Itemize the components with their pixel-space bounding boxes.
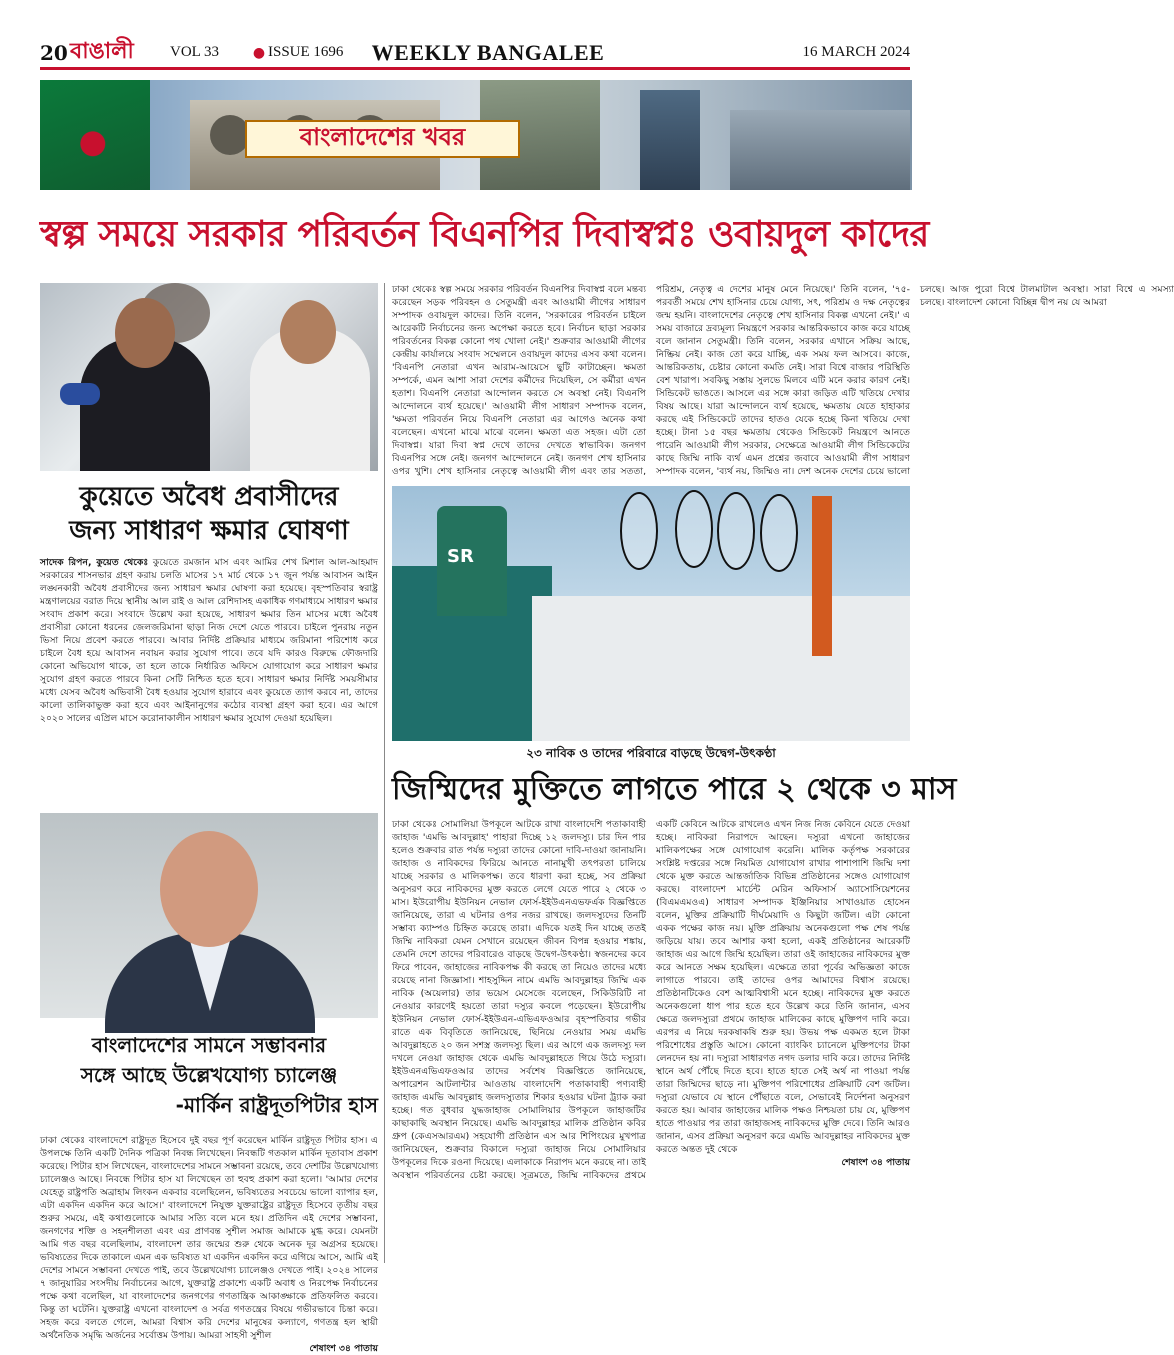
hostage-continued-note: শেষাংশ ৩৪ পাতায় [841, 1157, 910, 1168]
ship-photo [392, 486, 910, 741]
zoom-oval [675, 490, 713, 568]
kuwait-byline: সাদেক রিপন, কুয়েত থেকেঃ [40, 557, 149, 568]
ambassador-article-body [40, 1134, 378, 1354]
issue-date: 16 MARCH 2024 [802, 44, 910, 60]
kuwait-article-text: কুয়েতে রমজান মাস এবং আমির শেখ মিশাল আল-আহমাদ সরকারের শাসনভার গ্রহণ করায় চলতি মাসের ১৭ মার্চ থেকে ১৭ জুন পর্যন্ত আবাসন আইন লঙ্ঘনকারী অবৈধ প্রবাসীদের জন্য সাধারণ ক্ষমার ঘোষণা করা হয়েছে। বৃহস্পতিবার স্বরাষ্ট্র মন্ত্রণালয়ের বরাত দিয়ে স্থানীয় আল রাই ও আল রেশিদাসহ একাধিক গণমাধ্যমে সাধারণ ক্ষমার সংবাদ প্রকাশ করে। সংবাদে উল্লেখ করা হয়েছে, সাধারণ ক্ষমার তিন মাসের মধ্যে অবৈধ প্রবাসীরা কোনো ধরনের জেলজরিমানা ছাড়া নিজ দেশে যেতে পারবে। চাইলে পুনরায় নতুন ভিসা নিয়ে প্রবেশ করতে পারবে। আবার নির্দিষ্ট প্রক্রিয়ার মাধ্যমে জরিমানা পরিশোধ করে চাইলে বৈধ হয়ে আবাসন নবায়ন করার সুযোগ পাবে। তবে যদি কারও বিরুদ্ধে ফৌজদারি কোনো অভিযোগ থাকে, তা হলে তাকে নির্ধারিত অফিসে যোগাযোগ করে সাধারণ ক্ষমার সুযোগ গ্রহণ করতে পারবে কিনা সেটি নিশ্চিত হতে হবে। সাধারণ ক্ষমার নির্দিষ্ট সময়সীমার মধ্যে যেসব অবৈধ অভিবাসী বৈধ হওয়ার সুযোগ হারাবে এবং কুয়েতে ত্যাগ করবে না, তাদের কালো তালিকাভুক্ত করা হবে এবং আইনানুগের কঠোর ব্যবস্থা গ্রহণ করা হবে। এর আগে ২০২০ সালের এপ্রিল মাসে করোনাকালীন সাধারণ ক্ষমার সুযোগ দেওয়া হয়েছিল। [40, 557, 378, 724]
ambassador-continued-note: শেষাংশ ৩৪ পাতায় [309, 1343, 378, 1354]
hostage-article-text: ঢাকা থেকেঃ সোমালিয়া উপকূলে আটকে রাখা বাংলাদেশি পতাকাবাহী জাহাজ 'এমভি আবদুল্লাহ' পাহারা দিচ্ছে ১২ জলদস্যু। চার দিন পার হলেও শুক্রবার রাত পর্যন্ত দস্যুরা তাদের কোনো দাবি-দাওয়া জানায়নি। জাহাজ ও নাবিকদের ফিরিয়ে আনতে নানামুখী তৎপরতা চালিয়ে যাচ্ছে সরকার ও মালিকপক্ষ। তবে ধারণা করা হচ্ছে, সব প্রক্রিয়া অনুসরণ করে নাবিকদের মুক্ত করতে লেগে যেতে পারে ২ থেকে ৩ মাস। ইউরোপীয় ইউনিয়ন নেভাল ফোর্স-ইইউএনএভফর্এক বিজ্ঞপ্তিতে জানিয়েছে, তারা এ ঘটনার ওপর নজর রাখছে। জলদস্যুদের তিনটি সম্ভাব্য ক্যাম্পও চিহ্নিত করেছে তারা। এদিকে যতই দিন যাচ্ছে ততই জিম্মি নাবিকরা যেমন সেখানে রয়েছেন জীবন বিপন্ন হওয়ার শঙ্কায়, তেমনি দেশে তাদের পরিবারেও বাড়ছে উদ্বেগ-উৎকণ্ঠা। স্বজনদের কবে ফিরে পাবেন, জাহাজের নাবিকপক্ষ কী করছে তা নিয়েও তাদের মধ্যে রয়েছে নানা জিজ্ঞাসা। শাহসুদ্দিন নামে এমভি আবদুল্লাহর জিম্মি এক নাবিক (অয়েলার) তার ভয়েস মেসেজে বলেছেন, সিকিউরিটি না নেওয়ার কারণেই হয়তো তারা দস্যুর কবলে পড়েছেন। ইউরোপীয় ইউনিয়ন নেভাল ফোর্স-ইইউএন-এভিএফওআর বৃহস্পতিবার গভীর রাতে এক বিবৃতিতে জানিয়েছে, ছিনিয়ে নেওয়ার সময় এমভি আবদুল্লাহতে ২০ জন সশস্ত্র জলদস্যু ছিল। এর আগে এক জলদস্যু দল দখলে নেওয়া জাহাজ থেকে এমভি আবদুল্লাহতে গিয়ে উঠে দস্যুরা। ইইউএনএভিএফওআর তাদের সর্বশেষ বিজ্ঞপ্তিতে জানিয়েছে, অপারেশন আটলান্টার আওতায় বাংলাদেশি পতাকাবাহী পণ্যবাহী জাহাজ এমভি আবদুল্লাহ জলদস্যুতার শিকার হওয়ার ঘটনা ট্র্যাক করা হচ্ছে। গত বুধবার যুদ্ধজাহাজ সোমালিয়ার উপকূলে জাহাজটির কাছাকাছি অবস্থান নিয়েছে। এমভি আবদুল্লাহর মালিক প্রতিষ্ঠান কবির গ্রুপ (কেএসআরএম) সহযোগী প্রতিষ্ঠান এস আর শিপিংয়ের মুখপাত্র জানিয়েছেন, শুক্রবার বিকালে দস্যুরা জাহাজ নিয়ে সোমালিয়ার উপকূলের দিকে রওনা দিয়েছে। এলাকাকে নিরাপদ মনে করছে না। তাই অবস্থান পরিবর্তনের চেষ্টা করছে। সূত্রমতে, জিম্মি নাবিকদের প্রথমে একটি কেবিনে আটকে রাখলেও এখন নিজ নিজ কেবিনে যেতে দেওয়া হচ্ছে। নাবিকরা নিরাপদে আছেন। দস্যুরা এখনো জাহাজের মালিকপক্ষের সঙ্গে যোগাযোগ করেনি। মালিক কর্তৃপক্ষ সরকারের সংশ্লিষ্ট দপ্তরের সঙ্গে নিয়মিত যোগাযোগ রাখার পাশাপাশি জিম্মি দশা থেকে মুক্ত করতে আন্তর্জাতিক বিভিন্ন প্রতিষ্ঠানের সঙ্গেও যোগাযোগ করছে। বাংলাদেশ মার্চেন্ট মেরিন অফিসার্স অ্যাসোসিয়েশনের (বিএমএমওএ) সাধারণ সম্পাদক ইঞ্জিনিয়ার সাখাওয়াত হোসেন বলেন, মুক্তির প্রক্রিয়াটি দীর্ঘমেয়াদি ও কিছুটা জটিল। এটা কোনো একক পক্ষের কাজ নয়। মুক্তি প্রক্রিয়ায় অনেকগুলো পক্ষ শেষ পর্যন্ত জড়িয়ে যায়। তবে আশার কথা হলো, একই প্রতিষ্ঠানের আরেকটি জাহাজ এর আগে জিম্মি হয়েছিল। তারা ওই জাহাজের নাবিকদের মুক্ত করে আনতে সক্ষম হয়েছিল। এক্ষেত্রে তারা পূর্বের অভিজ্ঞতা কাজে লাগাতে পারবে। তাই তাদের ওপর আমাদের বিশ্বাস রয়েছে। প্রতিষ্ঠানটিকেও বেশ আত্মবিশ্বাসী মনে হচ্ছে। নাবিকদের মুক্ত করতে অনেকগুলো ধাপ পার হতে হবে উল্লেখ করে তিনি জানান, এসব ক্ষেত্রে জলদস্যুরা প্রথমে জাহাজ মালিকের কাছে মুক্তিপণ দাবি করে। এরপর এ নিয়ে দরকষাকষি শুরু হয়। উভয় পক্ষ একমত হলে টাকা পরিশোধের প্রস্তুতি আসে। কোনো ব্যাংকিং চ্যানেলে মুক্তিপণের টাকা লেনদেন হয় না। দস্যুরা সাধারণত নগদ ডলার দাবি করে। তাদের নির্দিষ্ট স্থানে অর্থ পৌঁছে দিতে হবে। হাতে হাতে সেই অর্থ না পাওয়া পর্যন্ত তারা জিম্মিদের ছাড়ে না। মুক্তিপণ পরিশোধের প্রক্রিয়াটি বেশ জটিল। দস্যুরা যেভাবে যে স্থানে পৌঁছাতে বলে, সেভাবেই নির্দেশনা অনুসরণ করতে হয়। আবার জাহাজের মালিক পক্ষও নিশ্চয়তা চায় যে, মুক্তিপণ হাতে পাওয়ার পর তারা জাহাজসহ নাবিকদের মুক্তি দেবে। তিনি আরও জানান, এসব প্রক্রিয়া অনুসরণ করে এমভি আবদুল্লাহর নাবিকদের মুক্ত করতে অন্তত দুই থেকে [392, 819, 910, 1181]
main-article-body [392, 283, 1174, 483]
masthead-title: WEEKLY BANGALEE [371, 39, 605, 65]
ambassador-headline-line2: সঙ্গে আছে উল্লেখযোগ্য চ্যালেঞ্জ [80, 1063, 338, 1087]
page-number: 20 [40, 40, 68, 65]
newspaper-logo: বাঙালী [70, 39, 134, 64]
kuwait-headline-line2: জন্য সাধারণ ক্ষমার ঘোষণা [69, 516, 349, 546]
main-headline: স্বল্প সময়ে সরকার পরিবর্তন বিএনপির দিবাস্বপ্নঃ ওবায়দুল কাদের [40, 214, 929, 255]
zoom-oval [760, 494, 798, 572]
kuwait-headline [40, 480, 378, 550]
ambassador-headline-line1: বাংলাদেশের সামনে সম্ভাবনার [91, 1033, 327, 1057]
zoom-oval [717, 492, 755, 570]
ambassador-headline [40, 1030, 378, 1130]
issue-label: ISSUE 1696 [268, 44, 344, 60]
main-article-text: ঢাকা থেকেঃ স্বল্প সময়ে সরকার পরিবর্তন বিএনপির দিবাস্বপ্ন বলে মন্তব্য করেছেন সড়ক পরিবহন ও সেতুমন্ত্রী এবং আওয়ামী লীগের সাধারণ সম্পাদক ওবায়দুল কাদের। তিনি বলেন, 'সরকারের পরিবর্তন চাইলে আরেকটি নির্বাচনের জন্য অপেক্ষা করতে হবে। নির্বাচন ছাড়া সরকার পরিবর্তনের বিকল্প কোনো পথ খোলা নেই।' শুক্রবার আওয়ামী লীগের কেন্দ্রীয় কার্যালয়ে সংবাদ সম্মেলনে ওবায়দুল কাদের এসব কথা বলেন। 'বিএনপি নেতারা এখন আরাম-আয়েসে ছুটি কাটাচ্ছেন। ক্ষমতা সম্পর্কে, এমন আশা সারা দেশের কর্মীদের দিয়েছিল, সে কর্মীরা এখন হতাশ। বিএনপি নেতারা আন্দোলন করতে সে অবস্থা নেই। বিএনপি আন্দোলনে ব্যর্থ হয়েছে।' আওয়ামী লীগ সাধারণ সম্পাদক বলেন, 'ক্ষমতা পরিবর্তন নিয়ে বিএনপি নেতারা এর আগেও অনেক কথা বলেছেন। এখনো মাঝে মাঝে বলেন। ক্ষমতা এত সহজ। এটা তো দিবাস্বপ্ন। যারা দিবা স্বপ্ন দেখে তাদের দেখতে স্বাভাবিক। জনগণ বিএনপির সঙ্গে নেই। জনগণ আন্দোলনে নেই। জনগণ শেখ হাসিনার ওপর খুশি। শেখ হাসিনার নেতৃত্বে আওয়ামী লীগ এবং তার সততা, পরিশ্রম, নেতৃত্ব এ দেশের মানুষ মেনে নিয়েছে।' তিনি বলেন, '৭৫-পরবর্তী সময়ে শেখ হাসিনার চেয়ে যোগ্য, সৎ, পরিশ্রম ও দক্ষ নেতৃত্বের জন্ম হয়নি। বাংলাদেশের নেতৃত্বে শেখ হাসিনার বিকল্প এখনো নেই।' এ সময় বাজারে দ্রব্যমূল্য নিয়ন্ত্রণে সরকার আন্তরিকভাবে কাজ করে যাচ্ছে বলে জানান সেতুমন্ত্রী। তিনি বলেন, সরকার এখানে সক্রিয় আছে, নিষ্ক্রিয় নেই। কাজ তো করে যাচ্ছি, এক সময় ফল আসবে। কাজে, আন্তরিকতায়, চেষ্টার কোনো কমতি নেই। সারা বিশ্বে বাজার পরিস্থিতি বেশ খারাপ। সবকিছু সস্তায় সুলভে মিলবে এটি মনে করার কারণ নেই। সিন্ডিকেট ভাঙতে। আসলে এর সঙ্গে কারা জড়িত এটি খতিয়ে দেখার বিষয় আছে। যারা আন্দোলনে ব্যর্থ হয়েছে, ক্ষমতায় যেতে হাহাকার করছে এই সিন্ডিকেটে তাদের হাতও যেকে হচ্ছে কিনা খতিয়ে দেখা হচ্ছে। টানা ১৫ বছর ক্ষমতায় থেকেও সিন্ডিকেট নিয়ন্ত্রণে আনতে পারেনি আওয়ামী লীগ সরকার, সেক্ষেত্রে আওয়ামী লীগ সিন্ডিকেটের কাছে জিম্মি নাকি ব্যর্থ এমন প্রশ্নের জবাবে আওয়ামী লীগ সাধারণ সম্পাদক বলেন, 'ব্যর্থ নয়, জিম্মিও না। দেশ অনেক দেশের চেয়ে ভালো চলছে। আজ পুরো বিশ্বে টালমাটাল অবস্থা। সারা বিশ্বে এ সমস্যা চলছে। বাংলাদেশ কোনো বিচ্ছিন্ন দ্বীপ নয় যে আমরা [392, 284, 1174, 477]
flyover-image [730, 110, 910, 190]
ship-hull-text: SR [447, 546, 474, 567]
ambassador-article-text: ঢাকা থেকেঃ বাংলাদেশে রাষ্ট্রদূত হিসেবে দুই বছর পূর্ণ করেছেন মার্কিন রাষ্ট্রদূত পিটার হাস। এ উপলক্ষে তিনি একটি দৈনিক পত্রিকা নিবন্ধ লিখেছেন। নিবন্ধটি গতকাল মার্কিন দূতাবাস প্রকাশ করেছে। পিটার হাস লিখেছেন, বাংলাদেশের সামনে সম্ভাবনা রয়েছে, তবে দেশটির উল্লেখযোগ্য চ্যালেঞ্জও আছে। নিবন্ধে পিটার হাস যা লিখেছেন তা হুবহু প্রকাশ করা হলো। 'আমার দেশের যেহেতু রাষ্ট্রপতি অব্রাহাম লিংকন একবার বলেছিলেন, ভবিষ্যতের সবচেয়ে ভালো ব্যাপার হল, এটা একদিন একদিন করে আসে।' বাংলাদেশে নিযুক্ত যুক্তরাষ্ট্রের রাষ্ট্রদূত হিসেবে তৃতীয় বছর শুরুর সময়ে, এই কথাগুলোকে আমার সত্যি বলে মনে হয়। প্রতিদিন এই দেশের সম্ভাবনা, জনগণের শক্তি ও সহনশীলতা এবং এর প্রাণবন্ত সুশীল সমাজ আমাকে মুগ্ধ করে। যেমনটা আমি গত বছর বলেছিলাম, বাংলাদেশ তার জন্মের শুরু থেকে অনেক দূর অগ্রসর হয়েছে। ভবিষ্যতের দিকে তাকালে এমন এক ভবিষ্যত যা একদিন একদিন করে এগিয়ে আসে, আমি এই দেশের সামনে সম্ভাবনা দেখতে পাই, তবে উল্লেখযোগ্য চ্যালেঞ্জও দেখতে পাই। ২০২৪ সালের ৭ জানুয়ারির সংসদীয় নির্বাচনের আগে, যুক্তরাষ্ট্র প্রকাশ্যে একটি অবাধ ও নিরপেক্ষ নির্বাচনের পক্ষে কথা বলেছিল, যা বাংলাদেশের জনগণের গণতান্ত্রিক আকাঙ্ক্ষাকে প্রতিফলিত করবে। কিন্তু তা ঘটেনি। যুক্তরাষ্ট্র এখনো বাংলাদেশ ও সর্বত্র গণতন্ত্রের বিষয়ে গভীরভাবে চিন্তা করে। সহজ করে বলতে গেলে, আমরা বিশ্বাস করি দেশের মানুষের কল্যাণে, গণতন্ত্র হল স্থায়ী অর্থনৈতিক সমৃদ্ধি অর্জনের সর্বোত্তম উপায়। আমরা সাহসী সুশীল [40, 1135, 378, 1341]
bullet-dot-icon: ● [252, 44, 266, 61]
section-title: বাংলাদেশের খবর [245, 120, 520, 158]
kuwait-headline-line1: কুয়েতে অবৈধ প্রবাসীদের [79, 482, 339, 512]
ship-photo-caption: ২৩ নাবিক ও তাদের পরিবারে বাড়ছে উদ্বেগ-উৎকণ্ঠা [526, 746, 776, 760]
page-header [40, 38, 910, 70]
bangladesh-flag-image [40, 80, 150, 190]
skyscraper-image [640, 90, 700, 190]
column-divider [384, 283, 385, 1263]
section-banner [40, 80, 912, 190]
zoom-oval [620, 492, 658, 570]
ambassador-photo [40, 813, 378, 1018]
ambassador-headline-line3: -মার্কিন রাষ্ট্রদূতপিটার হাস [175, 1093, 378, 1117]
hostage-headline: জিম্মিদের মুক্তিতে লাগতে পারে ২ থেকে ৩ মাস [392, 772, 957, 807]
press-conference-photo [40, 283, 378, 471]
volume-label: VOL 33 [170, 44, 220, 60]
hostage-article-body [392, 818, 910, 1264]
microphone-icon [60, 383, 100, 405]
kuwait-article-body [40, 556, 378, 806]
